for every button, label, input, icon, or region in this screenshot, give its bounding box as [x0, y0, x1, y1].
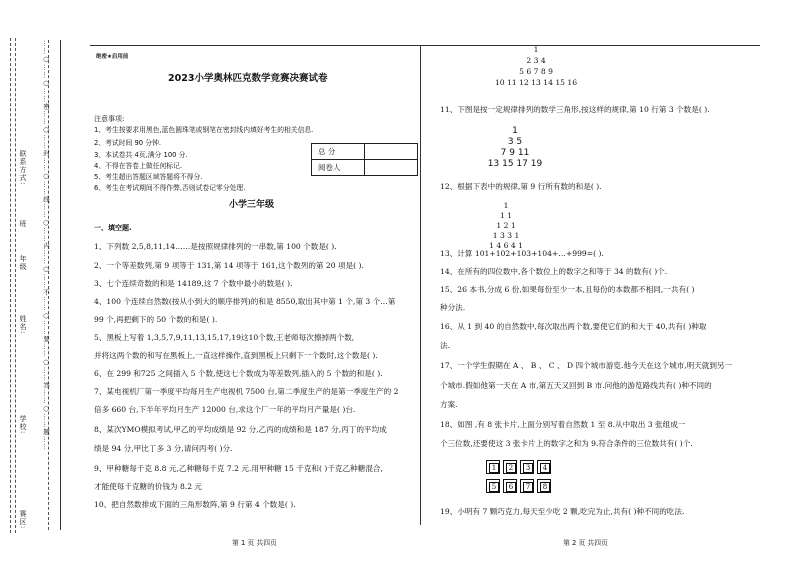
- page-2-footer: 第 2 页 共四页: [563, 539, 608, 547]
- q11-triangle-row-2: 3 5: [507, 137, 523, 147]
- question-16-line-2: 法.: [440, 341, 451, 350]
- card-2-number: 2: [506, 463, 516, 473]
- score-label-grader: 阅卷人: [312, 160, 365, 176]
- notice-6: 6、考生在考试期间不得作弊,否则试卷记零分处理.: [94, 184, 246, 192]
- q12-triangle-row-5: 1 4 6 4 1: [489, 241, 523, 250]
- margin-divider: [60, 40, 61, 530]
- card-4: [537, 460, 551, 474]
- score-label-total: 总 分: [312, 144, 365, 160]
- q11-triangle-row-4: 13 15 17 19: [487, 159, 543, 169]
- question-6: 6、在 299 和725 之间插入 5 个数,使这七个数成为等差数列,插入的 5 个数的和是( ).: [94, 369, 383, 378]
- question-15-line-2: 种分法.: [440, 303, 466, 312]
- section-title: 一、填空题.: [94, 224, 132, 232]
- region-label: 赛区:: [19, 510, 27, 530]
- question-8-line-2: 绩是 94 分,甲比丁多 3 分,请问丙考( )分.: [94, 444, 233, 453]
- card-7-number: 7: [523, 482, 533, 492]
- q12-triangle-row-1: 1: [503, 201, 509, 210]
- question-3: 3、七个连续奇数的和是 14189,这 7 个数中最小的数是( ).: [94, 279, 293, 288]
- card-8-number: 8: [540, 482, 550, 492]
- score-value-grader[interactable]: [365, 160, 418, 176]
- question-5-line-2: 并将这两个数的和写在黑板上,一直这样操作,直到黑板上只剩下一个数时,这个数是( ).: [94, 351, 378, 360]
- question-18-line-2: 个三位数,还要使这 3 张卡片上的数字之和为 9.符合条件的三位数共有( )个.: [440, 439, 693, 448]
- notice-4: 4、不得在答卷上做任何标记.: [94, 162, 183, 170]
- card-1-number: 1: [489, 463, 499, 473]
- grade-title: 小学三年级: [229, 200, 275, 210]
- q10-triangle-row-2: 2 3 4: [526, 56, 546, 65]
- notice-2: 2、考试时间 90 分钟.: [94, 139, 162, 147]
- score-row-grader: [312, 160, 418, 176]
- page-1-footer: 第 1 页 共四页: [232, 539, 277, 547]
- question-19: 19、小明有 7 颗巧克力,每天至少吃 2 颗,吃完为止,共有( )种不同的吃法.: [440, 507, 685, 516]
- q12-triangle-row-2: 1 1: [499, 211, 513, 220]
- notice-5: 5、考生超出答题区域答题将不得分.: [94, 173, 203, 181]
- question-7-line-1: 7、某电视机厂第一季度平均每月生产电视机 7500 台,第二季度生产的是第一季度生产的 2: [94, 387, 399, 396]
- question-16-line-1: 16、从 1 到 40 的自然数中,每次取出两个数,要使它们的和大于 40,共有( )种取: [440, 322, 707, 331]
- card-8: [537, 479, 551, 493]
- card-6-number: 6: [506, 482, 516, 492]
- score-value-total[interactable]: [365, 144, 418, 160]
- q11-triangle-row-3: 7 9 11: [500, 148, 530, 158]
- question-9-line-2: 才能使每千克糖的价钱为 8.2 元: [94, 482, 203, 491]
- card-6: [503, 479, 517, 493]
- notice-title: 注意事项:: [94, 115, 125, 123]
- card-1: [486, 460, 500, 474]
- page-1-top-rule: [90, 45, 420, 46]
- name-label: 姓名:: [19, 315, 27, 335]
- q12-triangle-row-3: 1 2 1: [496, 221, 516, 230]
- score-row-total: [312, 144, 418, 160]
- grade-label: 年级: [19, 255, 27, 271]
- card-5-number: 5: [489, 482, 499, 492]
- card-2: [503, 460, 517, 474]
- q10-triangle-row-3: 5 6 7 8 9: [519, 67, 553, 76]
- card-7: [520, 479, 534, 493]
- question-4-line-1: 4、100 个连续自然数(按从小到大的顺序排列)的和是 8550,取出其中第 1 个,第 3 个…第: [94, 297, 396, 306]
- question-17-line-2: 个城市.假如他第一天在 A 市,第五天又回到 B 市.问他的游览路线共有( )种不同的: [440, 381, 712, 390]
- question-17-line-1: 17、一个学生假期在 A 、 B 、 C 、 D 四个城市游览.他今天在这个城市,明天就到另一: [440, 361, 733, 370]
- secret-label: 绝密★启用前: [96, 54, 129, 60]
- q11-triangle-row-1: 1: [512, 126, 518, 136]
- seal-line-text: ……○……○……密……○……封……○……线……○……内……○……不……○……要……○……答……○……题……: [42, 40, 50, 451]
- q10-triangle-row-1: 1: [533, 45, 539, 54]
- question-15-line-1: 15、26 本书,分成 6 份,如果每份至少一本,且每份的本数都不相同,一共有( ): [440, 285, 695, 294]
- question-17-line-3: 方案.: [440, 400, 458, 409]
- contact-label: 联系方式:: [19, 150, 27, 186]
- outer-dashed-line: [10, 38, 11, 533]
- q12-triangle-row-4: 1 3 3 1: [492, 231, 520, 240]
- card-5: [486, 479, 500, 493]
- question-5-line-1: 5、黑板上写着 1,3,5,7,9,11,13,15,17,19这10个数,王老师每次擦掉两个数,: [94, 333, 355, 342]
- question-1: 1、下列数 2,5,8,11,14……是按照规律排列的一串数,第 100 个数是( ).: [94, 242, 337, 251]
- exam-title: 2023小学奥林匹克数学竞赛决赛试卷: [168, 73, 328, 84]
- question-12: 12、根据下表中的规律,第 9 行所有数的和是( ).: [440, 182, 602, 191]
- question-7-line-2: 倍多 660 台,下半年平均月生产 12000 台,求这个厂一年的平均月产量是( )台.: [94, 405, 356, 414]
- card-4-number: 4: [540, 463, 550, 473]
- card-3: [520, 460, 534, 474]
- question-4-line-2: 99 个,再把剩下的 50 个数的和是( ).: [94, 315, 218, 324]
- score-table: [311, 143, 418, 176]
- question-13: 13、计算 101+102+103+104+…+999=( ).: [440, 249, 604, 258]
- question-8-line-1: 8、某次YMO模拟考试,甲乙的平均成绩是 92 分,乙丙的成绩和是 187 分,丙丁的平均成: [94, 425, 387, 434]
- question-9-line-1: 9、甲种糖每千克 8.8 元,乙种糖每千克 7.2 元.用甲种糖 15 千克和( )千克乙种糖混合,: [94, 464, 383, 473]
- notice-1: 1、考生按要求用黑色,蓝色圆珠笔或钢笔在密封线内填好考生的相关信息.: [94, 126, 314, 134]
- card-3-number: 3: [523, 463, 533, 473]
- class-label: 班: [19, 220, 27, 228]
- outer-dashed-line-2: [15, 38, 16, 533]
- question-10: 10、把自然数排成下面的三角形数阵,第 9 行第 4 个数是( ).: [94, 500, 296, 509]
- school-label: 学校:: [19, 415, 27, 435]
- question-14: 14、在所有的四位数中,各个数位上的数字之和等于 34 的数有( )个.: [440, 267, 668, 276]
- question-2: 2、一个等差数列,第 9 项等于 131,第 14 项等于 161,这个数列的第 20 项是( ).: [94, 261, 364, 270]
- question-11: 11、下图是按一定规律排列的数学三角形,按这样的规律,第 10 行第 3 个数是( ).: [440, 105, 710, 114]
- notice-3: 3、本试卷共 4页,满分 100 分.: [94, 151, 188, 159]
- q10-triangle-row-4: 10 11 12 13 14 15 16: [494, 78, 578, 87]
- question-18-line-1: 18、如图 ,有 8 张卡片,上面分别写着自然数 1 至 8.从中取出 3 张组成一: [440, 420, 686, 429]
- page-divider: [420, 45, 421, 525]
